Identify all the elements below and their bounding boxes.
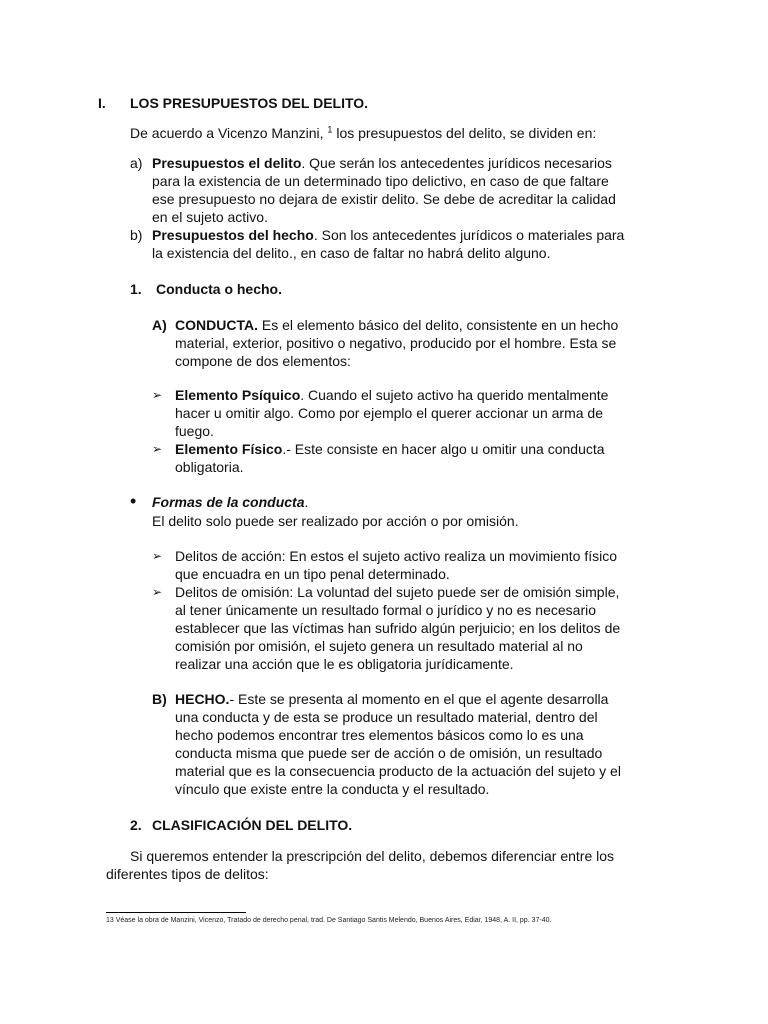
accion-line-1: Delitos de acción: En estos el sujeto activo realiza un movimiento físico: [175, 548, 617, 564]
hecho-paragraph: [175, 690, 660, 798]
hecho-line-3: hecho podemos encontrar tres elementos básicos como lo es una: [175, 727, 584, 743]
item-a-line-1: [152, 154, 660, 172]
omision-line-1: Delitos de omisión: La voluntad del sujeto puede ser de omisión simple,: [175, 584, 620, 600]
elemento-fisico-paragraph: [175, 440, 660, 476]
round-bullet-icon: •: [130, 491, 137, 511]
item-a-line-4: en el sujeto activo.: [152, 209, 268, 225]
item-b-text: . Son los antecedentes jurídicos o materiales para: [313, 227, 625, 243]
arrow-bullet-icon: ➢: [152, 549, 163, 563]
formas-text: El delito solo puede ser realizado por acción o por omisión.: [152, 513, 519, 529]
omision-line-5: realizar una acción que le es obligatoria jurídicamente.: [175, 656, 514, 672]
closing-line-2: diferentes tipos de delitos:: [106, 866, 269, 882]
item-a-marker: a): [130, 155, 143, 171]
footnote-text: 13 Véase la obra de Manzini, Vicenzo, Tratado de derecho penal, trad. De Santiago Santis Melendo, Buenos Aires, Ediar, 1948, A. II, pp. 37-40.: [106, 917, 552, 924]
formas-title-text: Formas de la conducta: [152, 494, 305, 510]
section-1-title: Conducta o hecho.: [156, 281, 282, 297]
item-b-line-2: la existencia del delito., en caso de faltar no habrá delito alguno.: [152, 245, 551, 261]
hecho-line-1: [175, 690, 660, 708]
psiquico-term: Elemento Psíquico: [175, 387, 301, 403]
item-b-line-1: [152, 226, 660, 244]
conducta-term: CONDUCTA.: [175, 317, 258, 333]
item-a-paragraph: [152, 154, 660, 226]
delitos-omision-paragraph: [175, 583, 660, 673]
conducta-line-3: compone de dos elementos:: [175, 353, 351, 369]
formas-title-end: .: [304, 494, 309, 510]
hecho-term: HECHO.: [175, 691, 230, 707]
item-a-term: Presupuestos el delito: [152, 155, 302, 171]
fisico-text: .- Este consiste en hacer algo u omitir una conducta: [282, 441, 605, 457]
fisico-line-1: [175, 440, 660, 458]
conducta-line-1: [175, 316, 660, 334]
hecho-line-5: material que es la consecuencia producto de la actuación del sujeto y el: [175, 763, 621, 779]
intro-text: De acuerdo a Vicenzo Manzini,: [130, 125, 328, 141]
item-a-line-2: para la existencia de un determinado tipo delictivo, en caso de que faltare: [152, 173, 609, 189]
heading-number: I.: [98, 95, 106, 111]
item-a-line-3: ese presupuesto no dejara de existir delito. Se debe de acreditar la calidad: [152, 191, 616, 207]
formas-title: [152, 493, 308, 511]
closing-line-1: Si queremos entender la prescripción del delito, debemos diferenciar entre los: [130, 848, 615, 864]
elemento-psiquico-paragraph: [175, 386, 660, 440]
hecho-line-6: vínculo que existe entre la conducta y el resultado.: [175, 781, 490, 797]
fisico-term: Elemento Físico: [175, 441, 283, 457]
conducta-marker: A): [152, 317, 167, 333]
psiquico-text: . Cuando el sujeto activo ha querido mentalmente: [300, 387, 609, 403]
intro-text-end: los presupuestos del delito, se dividen en:: [332, 125, 597, 141]
hecho-line-4: conducta misma que puede ser de acción o de omisión, un resultado: [175, 745, 603, 761]
item-b-marker: b): [130, 227, 143, 243]
heading-title: LOS PRESUPUESTOS DEL DELITO.: [130, 95, 369, 111]
intro-paragraph: [130, 124, 596, 142]
omision-line-3: establecer que las víctimas han sufrido algún perjuicio; en los delitos de: [175, 620, 621, 636]
section-2-title: CLASIFICACIÓN DEL DELITO.: [152, 817, 353, 833]
delitos-accion-paragraph: [175, 547, 660, 583]
conducta-line-2: material, exterior, positivo o negativo, producido por el hombre. Esta se: [175, 335, 617, 351]
hecho-line-2: una conducta y de esta se produce un resultado material, dentro del: [175, 709, 598, 725]
conducta-text: Es el elemento básico del delito, consistente en un hecho: [257, 317, 619, 333]
fisico-line-2: obligatoria.: [175, 459, 244, 475]
accion-line-2: que encuadra en un tipo penal determinado.: [175, 566, 450, 582]
footnote-divider: [106, 912, 246, 913]
item-b-paragraph: [152, 226, 660, 262]
arrow-bullet-icon: ➢: [152, 388, 163, 402]
conducta-paragraph: [175, 316, 660, 370]
psiquico-line-2: hacer u omitir algo. Como por ejemplo el querer accionar un arma de: [175, 405, 603, 421]
item-a-text: . Que serán los antecedentes jurídicos necesarios: [301, 155, 612, 171]
omision-line-2: al tener únicamente un resultado formal o jurídico y no es necesario: [175, 602, 597, 618]
psiquico-line-3: fuego.: [175, 423, 214, 439]
section-2-number: 2.: [130, 817, 142, 833]
arrow-bullet-icon: ➢: [152, 442, 163, 456]
hecho-marker: B): [152, 691, 167, 707]
omision-line-4: comisión por omisión, el sujeto genera un resultado material al no: [175, 638, 583, 654]
hecho-text: - Este se presenta al momento en el que el agente desarrolla: [229, 691, 609, 707]
psiquico-line-1: [175, 386, 660, 404]
arrow-bullet-icon: ➢: [152, 585, 163, 599]
item-b-term: Presupuestos del hecho: [152, 227, 314, 243]
section-1-number: 1.: [130, 281, 142, 297]
footnote-ref[interactable]: 1: [327, 124, 333, 135]
